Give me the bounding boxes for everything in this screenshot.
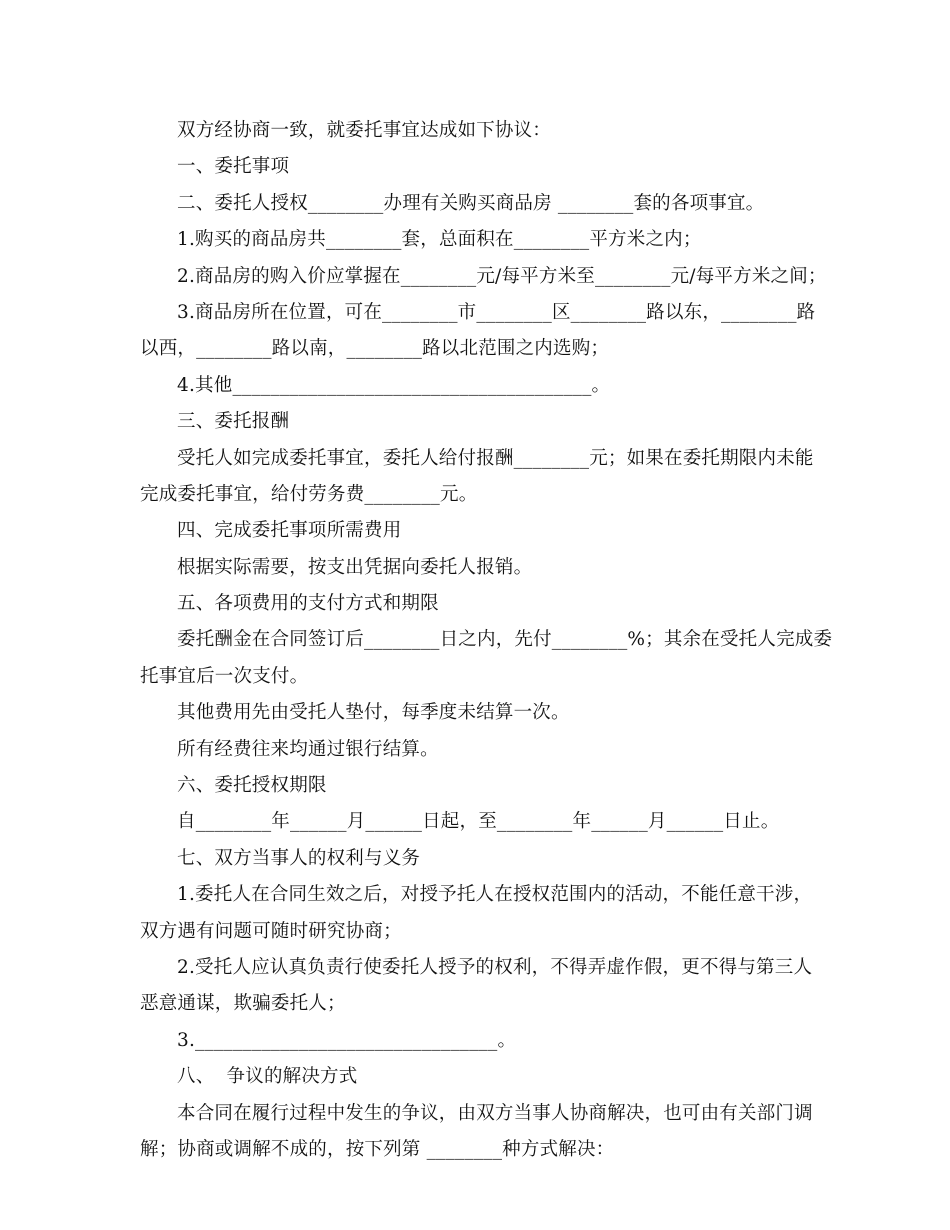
payment-paragraph: 委托酬金在合同签订后________日之内，先付________%；其余在受托人完成委 [177, 629, 833, 651]
section-heading-1: 一、委托事项 [177, 156, 290, 178]
document-page [140, 113, 833, 1168]
dispute-paragraph: 本合同在履行过程中发生的争议，由双方当事人协商解决，也可由有关部门调 [177, 1102, 813, 1124]
clause-7-2-continued: 恶意通谋，欺骗委托人； [140, 993, 346, 1015]
clause-7-3: 3.________________________________。 [177, 1029, 517, 1051]
section-heading-7: 七、双方当事人的权利与义务 [177, 847, 421, 869]
clause-7-2: 2.受托人应认真负责行使委托人授予的权利，不得弄虚作假，更不得与第三人 [177, 956, 813, 978]
dispute-paragraph-continued: 解；协商或调解不成的，按下列第 ________种方式解决： [140, 1138, 615, 1160]
payment-paragraph-continued: 托事宜后一次支付。 [140, 665, 309, 687]
clause-7-1: 1.委托人在合同生效之后，对授予托人在授权范围内的活动，不能任意干涉， [177, 884, 813, 906]
clause-2-2: 2.商品房的购入价应掌握在________元/每平方米至________元/每平方米之间； [177, 265, 827, 287]
section-heading-3: 三、委托报酬 [177, 411, 290, 433]
clause-2-3: 3.商品房所在位置，可在________市________区________路以东，________路 [177, 301, 816, 323]
section-heading-8: 八、 争议的解决方式 [177, 1066, 358, 1088]
bank-settlement-paragraph: 所有经费往来均通过银行结算。 [177, 738, 439, 760]
clause-7-1-continued: 双方遇有问题可随时研究协商； [140, 920, 402, 942]
term-paragraph: 自________年______月______日起，至________年______月______日止。 [177, 811, 780, 833]
clause-2-1: 1.购买的商品房共________套，总面积在________平方米之内； [177, 229, 702, 251]
intro-paragraph: 双方经协商一致，就委托事宜达成如下协议： [177, 120, 552, 141]
expenses-paragraph: 根据实际需要，按支出凭据向委托人报销。 [177, 556, 533, 578]
clause-2-4: 4.其他______________________________________。 [177, 374, 611, 396]
section-heading-6: 六、委托授权期限 [177, 775, 327, 797]
clause-2-3-continued: 以西，________路以南，________路以北范围之内选购； [140, 338, 610, 360]
section-heading-5: 五、各项费用的支付方式和期限 [177, 593, 439, 615]
other-expenses-paragraph: 其他费用先由受托人垫付，每季度未结算一次。 [177, 702, 570, 724]
section-heading-4: 四、完成委托事项所需费用 [177, 520, 402, 542]
remuneration-paragraph: 受托人如完成委托事宜，委托人给付报酬________元；如果在委托期限内未能 [177, 447, 814, 469]
section-heading-2: 二、委托人授权________办理有关购买商品房 ________套的各项事宜。 [177, 192, 765, 214]
remuneration-paragraph-continued: 完成委托事宜，给付劳务费________元。 [140, 483, 478, 505]
